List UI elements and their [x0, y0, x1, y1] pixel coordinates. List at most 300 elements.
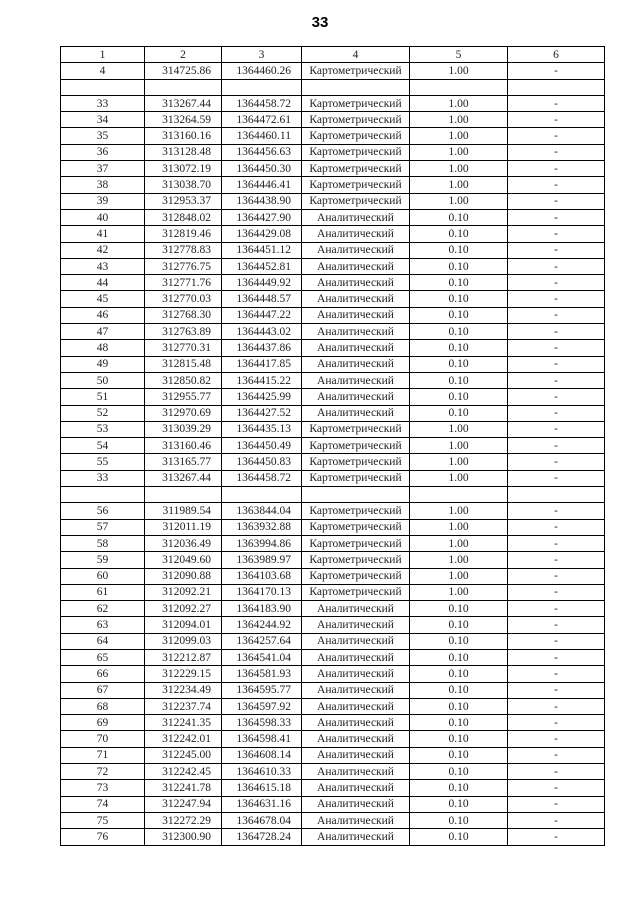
x-coordinate-cell: 312272.29 — [145, 812, 222, 828]
method-cell: Аналитический — [302, 356, 410, 372]
x-coordinate-cell: 313267.44 — [145, 95, 222, 111]
y-coordinate-cell: 1364435.13 — [222, 421, 302, 437]
method-cell: Аналитический — [302, 372, 410, 388]
column-header-5: 5 — [410, 47, 508, 63]
point-number-cell: 61 — [61, 584, 145, 600]
point-number-cell: 70 — [61, 731, 145, 747]
point-number-cell: 44 — [61, 275, 145, 291]
y-coordinate-cell: 1364429.08 — [222, 226, 302, 242]
table-row — [61, 796, 605, 812]
table-row — [61, 568, 605, 584]
note-cell: - — [508, 649, 605, 665]
y-coordinate-cell: 1364183.90 — [222, 601, 302, 617]
point-number-cell: 74 — [61, 796, 145, 812]
method-cell: Картометрический — [302, 584, 410, 600]
note-cell: - — [508, 568, 605, 584]
x-coordinate-cell: 312099.03 — [145, 633, 222, 649]
x-coordinate-cell — [145, 79, 222, 95]
x-coordinate-cell: 314725.86 — [145, 63, 222, 79]
x-coordinate-cell: 312768.30 — [145, 307, 222, 323]
note-cell: - — [508, 829, 605, 845]
table-row — [61, 633, 605, 649]
table-row — [61, 177, 605, 193]
accuracy-cell: 0.10 — [410, 389, 508, 405]
method-cell: Картометрический — [302, 63, 410, 79]
accuracy-cell: 0.10 — [410, 405, 508, 421]
note-cell: - — [508, 796, 605, 812]
point-number-cell: 76 — [61, 829, 145, 845]
page-number: 33 — [311, 14, 329, 31]
method-cell: Картометрический — [302, 454, 410, 470]
note-cell: - — [508, 666, 605, 682]
x-coordinate-cell: 312300.90 — [145, 829, 222, 845]
point-number-cell: 56 — [61, 503, 145, 519]
note-cell — [508, 79, 605, 95]
point-number-cell: 47 — [61, 324, 145, 340]
note-cell: - — [508, 519, 605, 535]
method-cell: Картометрический — [302, 535, 410, 551]
y-coordinate-cell: 1364449.92 — [222, 275, 302, 291]
x-coordinate-cell: 312092.21 — [145, 584, 222, 600]
accuracy-cell: 1.00 — [410, 568, 508, 584]
point-number-cell: 55 — [61, 454, 145, 470]
point-number-cell: 64 — [61, 633, 145, 649]
method-cell: Аналитический — [302, 747, 410, 763]
table-row — [61, 438, 605, 454]
note-cell: - — [508, 682, 605, 698]
note-cell: - — [508, 470, 605, 486]
note-cell: - — [508, 291, 605, 307]
point-number-cell: 4 — [61, 63, 145, 79]
y-coordinate-cell: 1364244.92 — [222, 617, 302, 633]
method-cell: Картометрический — [302, 552, 410, 568]
x-coordinate-cell: 312241.78 — [145, 780, 222, 796]
table-row — [61, 209, 605, 225]
method-cell: Аналитический — [302, 764, 410, 780]
x-coordinate-cell: 312970.69 — [145, 405, 222, 421]
note-cell: - — [508, 242, 605, 258]
method-cell: Картометрический — [302, 112, 410, 128]
accuracy-cell: 1.00 — [410, 193, 508, 209]
x-coordinate-cell: 312237.74 — [145, 698, 222, 714]
accuracy-cell: 0.10 — [410, 812, 508, 828]
method-cell: Картометрический — [302, 193, 410, 209]
x-coordinate-cell: 312212.87 — [145, 649, 222, 665]
y-coordinate-cell: 1364610.33 — [222, 764, 302, 780]
table-row — [61, 666, 605, 682]
note-cell: - — [508, 161, 605, 177]
method-cell: Аналитический — [302, 307, 410, 323]
point-number-cell: 75 — [61, 812, 145, 828]
column-header-1: 1 — [61, 47, 145, 63]
x-coordinate-cell: 313038.70 — [145, 177, 222, 193]
method-cell: Аналитический — [302, 291, 410, 307]
method-cell: Картометрический — [302, 161, 410, 177]
note-cell: - — [508, 356, 605, 372]
y-coordinate-cell: 1364447.22 — [222, 307, 302, 323]
y-coordinate-cell: 1363989.97 — [222, 552, 302, 568]
note-cell: - — [508, 438, 605, 454]
method-cell — [302, 487, 410, 503]
method-cell — [302, 79, 410, 95]
accuracy-cell: 0.10 — [410, 307, 508, 323]
method-cell: Картометрический — [302, 144, 410, 160]
accuracy-cell: 0.10 — [410, 372, 508, 388]
table-row — [61, 389, 605, 405]
y-coordinate-cell: 1364615.18 — [222, 780, 302, 796]
accuracy-cell: 1.00 — [410, 454, 508, 470]
note-cell: - — [508, 226, 605, 242]
method-cell: Картометрический — [302, 177, 410, 193]
method-cell: Картометрический — [302, 568, 410, 584]
y-coordinate-cell: 1364443.02 — [222, 324, 302, 340]
accuracy-cell: 0.10 — [410, 715, 508, 731]
x-coordinate-cell: 312763.89 — [145, 324, 222, 340]
y-coordinate-cell: 1364450.30 — [222, 161, 302, 177]
accuracy-cell: 1.00 — [410, 535, 508, 551]
accuracy-cell: 0.10 — [410, 275, 508, 291]
table-row — [61, 95, 605, 111]
y-coordinate-cell: 1364452.81 — [222, 258, 302, 274]
note-cell: - — [508, 389, 605, 405]
column-header-4: 4 — [302, 47, 410, 63]
point-number-cell — [61, 79, 145, 95]
method-cell: Аналитический — [302, 258, 410, 274]
method-cell: Аналитический — [302, 617, 410, 633]
y-coordinate-cell: 1364678.04 — [222, 812, 302, 828]
x-coordinate-cell: 313160.16 — [145, 128, 222, 144]
accuracy-cell: 0.10 — [410, 242, 508, 258]
note-cell: - — [508, 764, 605, 780]
accuracy-cell: 0.10 — [410, 340, 508, 356]
point-number-cell: 51 — [61, 389, 145, 405]
separator-row — [61, 487, 605, 503]
x-coordinate-cell: 312953.37 — [145, 193, 222, 209]
note-cell: - — [508, 324, 605, 340]
x-coordinate-cell: 312094.01 — [145, 617, 222, 633]
accuracy-cell: 1.00 — [410, 438, 508, 454]
method-cell: Аналитический — [302, 633, 410, 649]
method-cell: Аналитический — [302, 812, 410, 828]
note-cell: - — [508, 601, 605, 617]
accuracy-cell — [410, 79, 508, 95]
y-coordinate-cell: 1364460.11 — [222, 128, 302, 144]
accuracy-cell: 0.10 — [410, 764, 508, 780]
accuracy-cell: 0.10 — [410, 829, 508, 845]
y-coordinate-cell: 1364103.68 — [222, 568, 302, 584]
x-coordinate-cell: 312778.83 — [145, 242, 222, 258]
method-cell: Аналитический — [302, 340, 410, 356]
table-row — [61, 617, 605, 633]
note-cell: - — [508, 340, 605, 356]
point-number-cell: 52 — [61, 405, 145, 421]
y-coordinate-cell: 1364595.77 — [222, 682, 302, 698]
y-coordinate-cell: 1364581.93 — [222, 666, 302, 682]
table-row — [61, 356, 605, 372]
table-row — [61, 552, 605, 568]
point-number-cell: 65 — [61, 649, 145, 665]
note-cell: - — [508, 128, 605, 144]
y-coordinate-cell: 1364598.41 — [222, 731, 302, 747]
table-row — [61, 291, 605, 307]
table-row — [61, 161, 605, 177]
accuracy-cell: 1.00 — [410, 503, 508, 519]
y-coordinate-cell: 1364608.14 — [222, 747, 302, 763]
accuracy-cell: 0.10 — [410, 666, 508, 682]
note-cell: - — [508, 503, 605, 519]
point-number-cell: 59 — [61, 552, 145, 568]
point-number-cell: 46 — [61, 307, 145, 323]
accuracy-cell: 0.10 — [410, 649, 508, 665]
point-number-cell: 39 — [61, 193, 145, 209]
method-cell: Аналитический — [302, 780, 410, 796]
table-body — [61, 47, 605, 846]
note-cell: - — [508, 307, 605, 323]
table-row — [61, 649, 605, 665]
table-row — [61, 535, 605, 551]
x-coordinate-cell: 313039.29 — [145, 421, 222, 437]
method-cell: Аналитический — [302, 324, 410, 340]
method-cell: Картометрический — [302, 421, 410, 437]
y-coordinate-cell: 1364460.26 — [222, 63, 302, 79]
accuracy-cell: 1.00 — [410, 128, 508, 144]
point-number-cell: 69 — [61, 715, 145, 731]
table-row — [61, 421, 605, 437]
accuracy-cell — [410, 487, 508, 503]
method-cell: Аналитический — [302, 226, 410, 242]
x-coordinate-cell: 313165.77 — [145, 454, 222, 470]
table-row — [61, 340, 605, 356]
table-row — [61, 764, 605, 780]
point-number-cell: 63 — [61, 617, 145, 633]
y-coordinate-cell: 1364170.13 — [222, 584, 302, 600]
note-cell: - — [508, 454, 605, 470]
method-cell: Аналитический — [302, 666, 410, 682]
y-coordinate-cell: 1364415.22 — [222, 372, 302, 388]
note-cell: - — [508, 698, 605, 714]
x-coordinate-cell — [145, 487, 222, 503]
x-coordinate-cell: 313072.19 — [145, 161, 222, 177]
point-number-cell: 33 — [61, 95, 145, 111]
table-row — [61, 63, 605, 79]
table-row — [61, 307, 605, 323]
note-cell: - — [508, 812, 605, 828]
note-cell: - — [508, 584, 605, 600]
x-coordinate-cell: 312241.35 — [145, 715, 222, 731]
point-number-cell: 53 — [61, 421, 145, 437]
y-coordinate-cell: 1363844.04 — [222, 503, 302, 519]
accuracy-cell: 0.10 — [410, 291, 508, 307]
point-number-cell: 36 — [61, 144, 145, 160]
point-number-cell: 37 — [61, 161, 145, 177]
method-cell: Аналитический — [302, 601, 410, 617]
y-coordinate-cell: 1364458.72 — [222, 470, 302, 486]
accuracy-cell: 1.00 — [410, 63, 508, 79]
method-cell: Аналитический — [302, 796, 410, 812]
y-coordinate-cell: 1364450.83 — [222, 454, 302, 470]
accuracy-cell: 0.10 — [410, 780, 508, 796]
point-number-cell — [61, 487, 145, 503]
table-row — [61, 829, 605, 845]
y-coordinate-cell: 1363932.88 — [222, 519, 302, 535]
note-cell: - — [508, 275, 605, 291]
point-number-cell: 49 — [61, 356, 145, 372]
x-coordinate-cell: 312771.76 — [145, 275, 222, 291]
x-coordinate-cell: 312850.82 — [145, 372, 222, 388]
table-row — [61, 503, 605, 519]
note-cell: - — [508, 747, 605, 763]
method-cell: Аналитический — [302, 405, 410, 421]
note-cell: - — [508, 193, 605, 209]
x-coordinate-cell: 312242.01 — [145, 731, 222, 747]
y-coordinate-cell: 1364257.64 — [222, 633, 302, 649]
table-row — [61, 731, 605, 747]
accuracy-cell: 1.00 — [410, 112, 508, 128]
note-cell: - — [508, 617, 605, 633]
x-coordinate-cell: 313267.44 — [145, 470, 222, 486]
x-coordinate-cell: 312955.77 — [145, 389, 222, 405]
note-cell: - — [508, 144, 605, 160]
point-number-cell: 45 — [61, 291, 145, 307]
method-cell: Аналитический — [302, 682, 410, 698]
note-cell: - — [508, 177, 605, 193]
table-header-row — [61, 47, 605, 63]
accuracy-cell: 0.10 — [410, 258, 508, 274]
x-coordinate-cell: 312776.75 — [145, 258, 222, 274]
method-cell: Аналитический — [302, 731, 410, 747]
column-header-2: 2 — [145, 47, 222, 63]
coordinates-table — [60, 46, 605, 846]
point-number-cell: 68 — [61, 698, 145, 714]
point-number-cell: 50 — [61, 372, 145, 388]
table-row — [61, 193, 605, 209]
y-coordinate-cell — [222, 487, 302, 503]
table-row — [61, 601, 605, 617]
accuracy-cell: 1.00 — [410, 177, 508, 193]
y-coordinate-cell: 1364438.90 — [222, 193, 302, 209]
accuracy-cell: 0.10 — [410, 356, 508, 372]
point-number-cell: 58 — [61, 535, 145, 551]
table-row — [61, 242, 605, 258]
point-number-cell: 72 — [61, 764, 145, 780]
x-coordinate-cell: 312036.49 — [145, 535, 222, 551]
note-cell: - — [508, 63, 605, 79]
table-row — [61, 258, 605, 274]
accuracy-cell: 0.10 — [410, 682, 508, 698]
note-cell: - — [508, 633, 605, 649]
x-coordinate-cell: 313128.48 — [145, 144, 222, 160]
x-coordinate-cell: 312092.27 — [145, 601, 222, 617]
table-row — [61, 470, 605, 486]
method-cell: Картометрический — [302, 438, 410, 454]
accuracy-cell: 0.10 — [410, 617, 508, 633]
point-number-cell: 33 — [61, 470, 145, 486]
y-coordinate-cell: 1364451.12 — [222, 242, 302, 258]
accuracy-cell: 0.10 — [410, 731, 508, 747]
x-coordinate-cell: 312234.49 — [145, 682, 222, 698]
method-cell: Аналитический — [302, 649, 410, 665]
accuracy-cell: 1.00 — [410, 161, 508, 177]
point-number-cell: 73 — [61, 780, 145, 796]
table-row — [61, 812, 605, 828]
table-row — [61, 747, 605, 763]
note-cell: - — [508, 258, 605, 274]
accuracy-cell: 1.00 — [410, 95, 508, 111]
point-number-cell: 41 — [61, 226, 145, 242]
method-cell: Аналитический — [302, 275, 410, 291]
column-header-6: 6 — [508, 47, 605, 63]
table-row — [61, 144, 605, 160]
table-row — [61, 128, 605, 144]
table-row — [61, 682, 605, 698]
y-coordinate-cell: 1364598.33 — [222, 715, 302, 731]
accuracy-cell: 0.10 — [410, 601, 508, 617]
y-coordinate-cell: 1364425.99 — [222, 389, 302, 405]
accuracy-cell: 1.00 — [410, 144, 508, 160]
method-cell: Картометрический — [302, 95, 410, 111]
accuracy-cell: 1.00 — [410, 584, 508, 600]
accuracy-cell: 1.00 — [410, 421, 508, 437]
point-number-cell: 66 — [61, 666, 145, 682]
x-coordinate-cell: 312242.45 — [145, 764, 222, 780]
x-coordinate-cell: 312770.03 — [145, 291, 222, 307]
note-cell: - — [508, 405, 605, 421]
method-cell: Картометрический — [302, 519, 410, 535]
note-cell: - — [508, 535, 605, 551]
y-coordinate-cell: 1364450.49 — [222, 438, 302, 454]
x-coordinate-cell: 312011.19 — [145, 519, 222, 535]
y-coordinate-cell: 1364728.24 — [222, 829, 302, 845]
note-cell: - — [508, 715, 605, 731]
y-coordinate-cell: 1364458.72 — [222, 95, 302, 111]
accuracy-cell: 1.00 — [410, 552, 508, 568]
point-number-cell: 35 — [61, 128, 145, 144]
accuracy-cell: 0.10 — [410, 633, 508, 649]
x-coordinate-cell: 312049.60 — [145, 552, 222, 568]
method-cell: Картометрический — [302, 470, 410, 486]
note-cell — [508, 487, 605, 503]
method-cell: Аналитический — [302, 829, 410, 845]
note-cell: - — [508, 112, 605, 128]
accuracy-cell: 0.10 — [410, 698, 508, 714]
table-row — [61, 275, 605, 291]
y-coordinate-cell: 1364472.61 — [222, 112, 302, 128]
x-coordinate-cell: 311989.54 — [145, 503, 222, 519]
note-cell: - — [508, 95, 605, 111]
method-cell: Картометрический — [302, 128, 410, 144]
accuracy-cell: 0.10 — [410, 796, 508, 812]
table-row — [61, 519, 605, 535]
y-coordinate-cell: 1364427.90 — [222, 209, 302, 225]
point-number-cell: 42 — [61, 242, 145, 258]
method-cell: Аналитический — [302, 698, 410, 714]
point-number-cell: 67 — [61, 682, 145, 698]
note-cell: - — [508, 209, 605, 225]
note-cell: - — [508, 372, 605, 388]
x-coordinate-cell: 312245.00 — [145, 747, 222, 763]
y-coordinate-cell: 1364597.92 — [222, 698, 302, 714]
note-cell: - — [508, 780, 605, 796]
x-coordinate-cell: 312770.31 — [145, 340, 222, 356]
table-row — [61, 112, 605, 128]
method-cell: Аналитический — [302, 209, 410, 225]
y-coordinate-cell: 1364631.16 — [222, 796, 302, 812]
y-coordinate-cell: 1364417.85 — [222, 356, 302, 372]
method-cell: Картометрический — [302, 503, 410, 519]
x-coordinate-cell: 312090.88 — [145, 568, 222, 584]
x-coordinate-cell: 312247.94 — [145, 796, 222, 812]
y-coordinate-cell: 1364437.86 — [222, 340, 302, 356]
